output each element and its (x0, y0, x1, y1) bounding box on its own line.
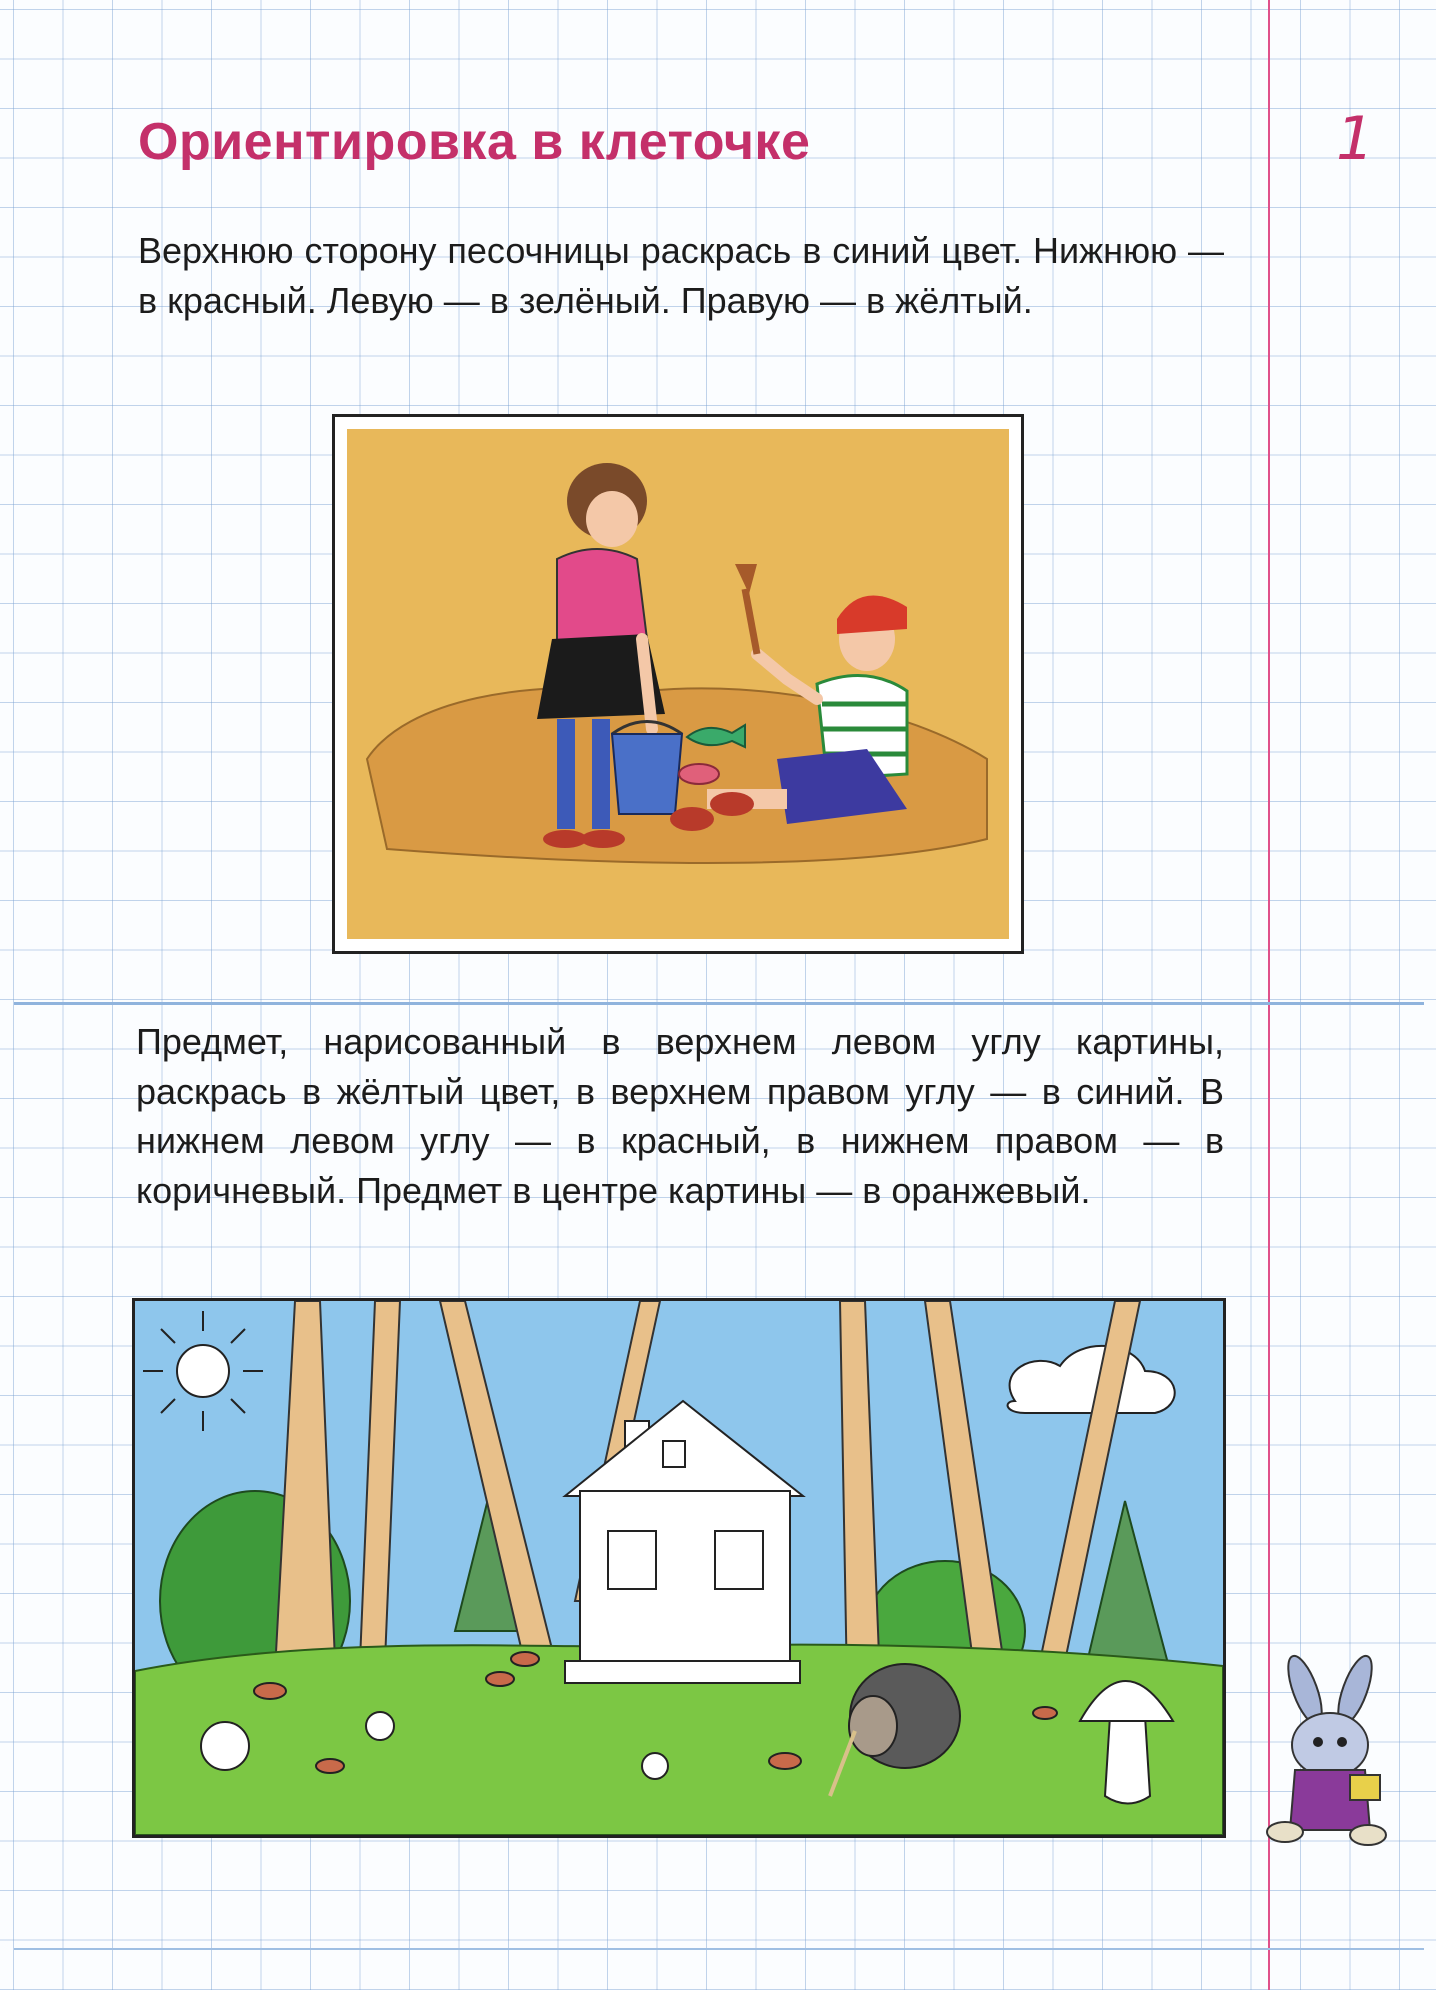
page-title: Ориентировка в клеточке (138, 113, 811, 171)
page-bottom-line (14, 1948, 1424, 1950)
sandbox-picture-frame (332, 414, 1024, 954)
bucket (612, 722, 682, 815)
star-mold (679, 764, 719, 784)
task-2-text: Предмет, нарисованный в верхнем левом углу картины, раскрась в жёлтый цвет, в верхнем правом углу — в синий. В нижнем левом углу — в красный, в нижнем правом — в коричневый. Предмет в центре картины — в оранжевый. (136, 1021, 1224, 1211)
page-number: 1 (1336, 104, 1375, 174)
forest-picture-frame (132, 1298, 1226, 1838)
task-1-text: Верхнюю сторону песочницы раскрась в синий цвет. Нижнюю — в красный. Левую — в зелёный. Правую — в жёлтый. (138, 230, 1224, 321)
bunny-mascot (1250, 1650, 1410, 1850)
sun-icon (143, 1311, 263, 1431)
forest-illustration (135, 1301, 1223, 1835)
sandbox-illustration (347, 429, 1009, 939)
section-divider (14, 1002, 1424, 1005)
